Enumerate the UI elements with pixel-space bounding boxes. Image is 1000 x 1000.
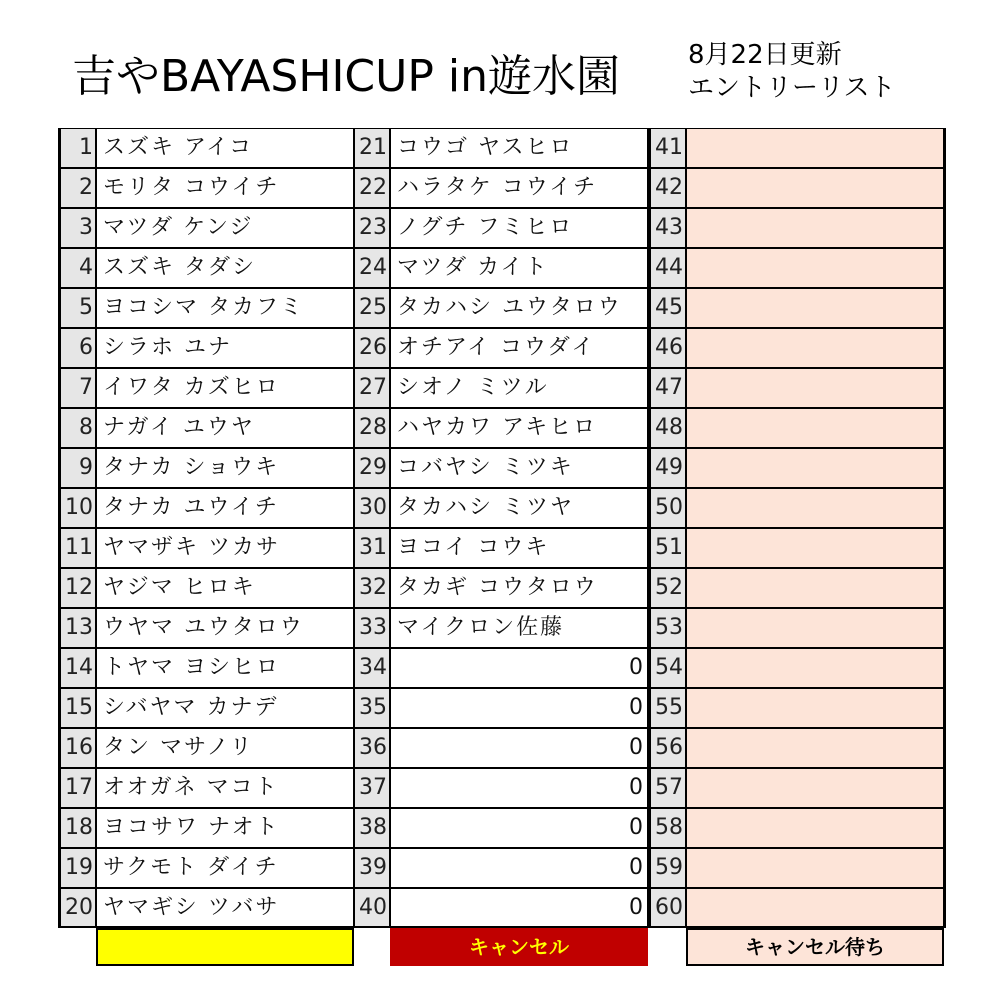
table-row [60,408,354,448]
entry-name: 0 [390,808,648,848]
table-row [60,528,354,568]
table-row [60,568,354,608]
entry-name: 0 [390,768,648,808]
table-row [650,168,944,208]
table-row [650,488,944,528]
legend-cancel: キャンセル [390,928,648,966]
entry-name: シバヤマ カナデ [96,688,354,728]
entry-number: 1 [60,128,96,168]
table-row [60,208,354,248]
entry-name: スズキ アイコ [96,128,354,168]
entry-name: タカハシ ミツヤ [390,488,648,528]
page-subtitle: エントリーリスト [688,73,896,103]
table-row [354,768,648,808]
table-row [650,208,944,248]
entry-name: タナカ ユウイチ [96,488,354,528]
entry-number: 21 [354,128,390,168]
entry-name: コバヤシ ミツキ [390,448,648,488]
entry-number: 55 [650,688,686,728]
table-row [60,728,354,768]
table-row [60,328,354,368]
table-row [60,448,354,488]
entry-name: ヤジマ ヒロキ [96,568,354,608]
entry-name: 0 [686,768,944,808]
update-date: 8月22日更新 [688,40,842,70]
entry-name: 0 [390,728,648,768]
table-row [650,368,944,408]
entry-number: 52 [650,568,686,608]
entry-number: 32 [354,568,390,608]
table-row [60,168,354,208]
entry-number: 30 [354,488,390,528]
entry-column-3 [650,128,946,928]
entry-number: 28 [354,408,390,448]
entry-name: コウゴ ヤスヒロ [390,128,648,168]
entry-name: 0 [390,888,648,928]
table-row [354,568,648,608]
table-row [60,848,354,888]
entry-name: 0 [686,448,944,488]
entry-name: オオガネ マコト [96,768,354,808]
entry-name: タカギ コウタロウ [390,568,648,608]
entry-number: 49 [650,448,686,488]
entry-number: 10 [60,488,96,528]
entry-number: 19 [60,848,96,888]
entry-name: 0 [686,408,944,448]
entry-number: 17 [60,768,96,808]
entry-name: 0 [686,248,944,288]
entry-name: 0 [686,888,944,928]
entry-number: 58 [650,808,686,848]
table-row [354,728,648,768]
entry-name: ヤマギシ ツバサ [96,888,354,928]
entry-number: 27 [354,368,390,408]
table-row [60,128,354,168]
entry-number: 9 [60,448,96,488]
table-row [650,528,944,568]
table-row [354,648,648,688]
table-row [650,848,944,888]
entry-name: スズキ タダシ [96,248,354,288]
entry-number: 54 [650,648,686,688]
table-row [354,288,648,328]
entry-number: 24 [354,248,390,288]
table-row [650,568,944,608]
entry-name: サクモト ダイチ [96,848,354,888]
legend-cancel-waiting: キャンセル待ち [686,928,944,966]
entry-number: 33 [354,608,390,648]
entry-number: 50 [650,488,686,528]
entry-name: ウヤマ ユウタロウ [96,608,354,648]
entry-number: 43 [650,208,686,248]
entry-number: 8 [60,408,96,448]
entry-number: 48 [650,408,686,448]
entry-name: タナカ ショウキ [96,448,354,488]
entry-number: 46 [650,328,686,368]
entry-name: ヨコイ コウキ [390,528,648,568]
table-row [60,248,354,288]
entry-number: 22 [354,168,390,208]
entry-number: 12 [60,568,96,608]
entry-number: 56 [650,728,686,768]
entry-number: 6 [60,328,96,368]
table-row [60,888,354,928]
table-row [354,448,648,488]
entry-number: 2 [60,168,96,208]
table-row [354,248,648,288]
table-row [650,808,944,848]
entry-number: 36 [354,728,390,768]
entry-column-1 [58,128,356,928]
entry-number: 44 [650,248,686,288]
entry-number: 23 [354,208,390,248]
table-row [650,728,944,768]
entry-name: マイクロン佐藤 [390,608,648,648]
table-row [354,848,648,888]
table-row [650,128,944,168]
table-row [60,648,354,688]
table-row [650,448,944,488]
table-row [650,288,944,328]
entry-name: 0 [686,128,944,168]
entry-number: 29 [354,448,390,488]
table-row [60,688,354,728]
table-row [354,528,648,568]
table-row [650,328,944,368]
entry-name: ノグチ フミヒロ [390,208,648,248]
entry-number: 42 [650,168,686,208]
table-row [354,408,648,448]
entry-name: イワタ カズヒロ [96,368,354,408]
entry-column-2 [354,128,650,928]
entry-name: 0 [686,608,944,648]
entry-name: 0 [686,488,944,528]
entry-name: タン マサノリ [96,728,354,768]
table-row [354,488,648,528]
entry-name: ナガイ ユウヤ [96,408,354,448]
entry-name: 0 [686,728,944,768]
table-row [650,248,944,288]
entry-number: 26 [354,328,390,368]
entry-number: 11 [60,528,96,568]
entry-number: 18 [60,808,96,848]
table-row [60,768,354,808]
entry-name: トヤマ ヨシヒロ [96,648,354,688]
entry-number: 40 [354,888,390,928]
entry-number: 60 [650,888,686,928]
entry-name: オチアイ コウダイ [390,328,648,368]
entry-name: ハヤカワ アキヒロ [390,408,648,448]
entry-number: 25 [354,288,390,328]
table-row [650,608,944,648]
entry-name: シオノ ミツル [390,368,648,408]
entry-number: 13 [60,608,96,648]
entry-name: 0 [686,688,944,728]
entry-number: 35 [354,688,390,728]
entry-number: 16 [60,728,96,768]
entry-name: 0 [686,848,944,888]
entry-number: 59 [650,848,686,888]
table-row [60,368,354,408]
entry-name: 0 [686,808,944,848]
entry-name: ヨコサワ ナオト [96,808,354,848]
entry-name: 0 [686,288,944,328]
entry-name: 0 [686,208,944,248]
entry-number: 38 [354,808,390,848]
table-row [60,608,354,648]
table-row [650,768,944,808]
entry-number: 41 [650,128,686,168]
entry-name: タカハシ ユウタロウ [390,288,648,328]
table-row [60,288,354,328]
entry-name: 0 [686,648,944,688]
table-row [354,168,648,208]
table-row [354,328,648,368]
table-row [650,408,944,448]
entry-number: 37 [354,768,390,808]
legend-yellow [96,928,354,966]
entry-number: 39 [354,848,390,888]
entry-number: 51 [650,528,686,568]
entry-number: 15 [60,688,96,728]
entry-name: マツダ カイト [390,248,648,288]
entry-number: 4 [60,248,96,288]
entry-number: 57 [650,768,686,808]
entry-name: 0 [686,328,944,368]
entry-number: 3 [60,208,96,248]
table-row [354,128,648,168]
entry-number: 47 [650,368,686,408]
table-row [650,648,944,688]
table-row [354,888,648,928]
entry-name: シラホ ユナ [96,328,354,368]
entry-number: 31 [354,528,390,568]
entry-number: 7 [60,368,96,408]
entry-name: 0 [686,168,944,208]
page-title: 吉やBAYASHICUP in遊水園 [72,51,620,102]
table-row [354,208,648,248]
entry-number: 20 [60,888,96,928]
entry-number: 14 [60,648,96,688]
entry-name: 0 [686,568,944,608]
table-row [354,808,648,848]
entry-number: 53 [650,608,686,648]
table-row [354,608,648,648]
table-row [650,888,944,928]
entry-name: ヤマザキ ツカサ [96,528,354,568]
entry-name: ハラタケ コウイチ [390,168,648,208]
table-row [354,688,648,728]
table-row [60,808,354,848]
table-row [60,488,354,528]
entry-name: 0 [686,368,944,408]
entry-name: 0 [390,648,648,688]
table-row [354,368,648,408]
entry-name: 0 [390,848,648,888]
entry-name: ヨコシマ タカフミ [96,288,354,328]
entry-name: モリタ コウイチ [96,168,354,208]
entry-number: 5 [60,288,96,328]
entry-name: 0 [686,528,944,568]
table-row [650,688,944,728]
entry-name: 0 [390,688,648,728]
entry-number: 34 [354,648,390,688]
entry-number: 45 [650,288,686,328]
entry-name: マツダ ケンジ [96,208,354,248]
